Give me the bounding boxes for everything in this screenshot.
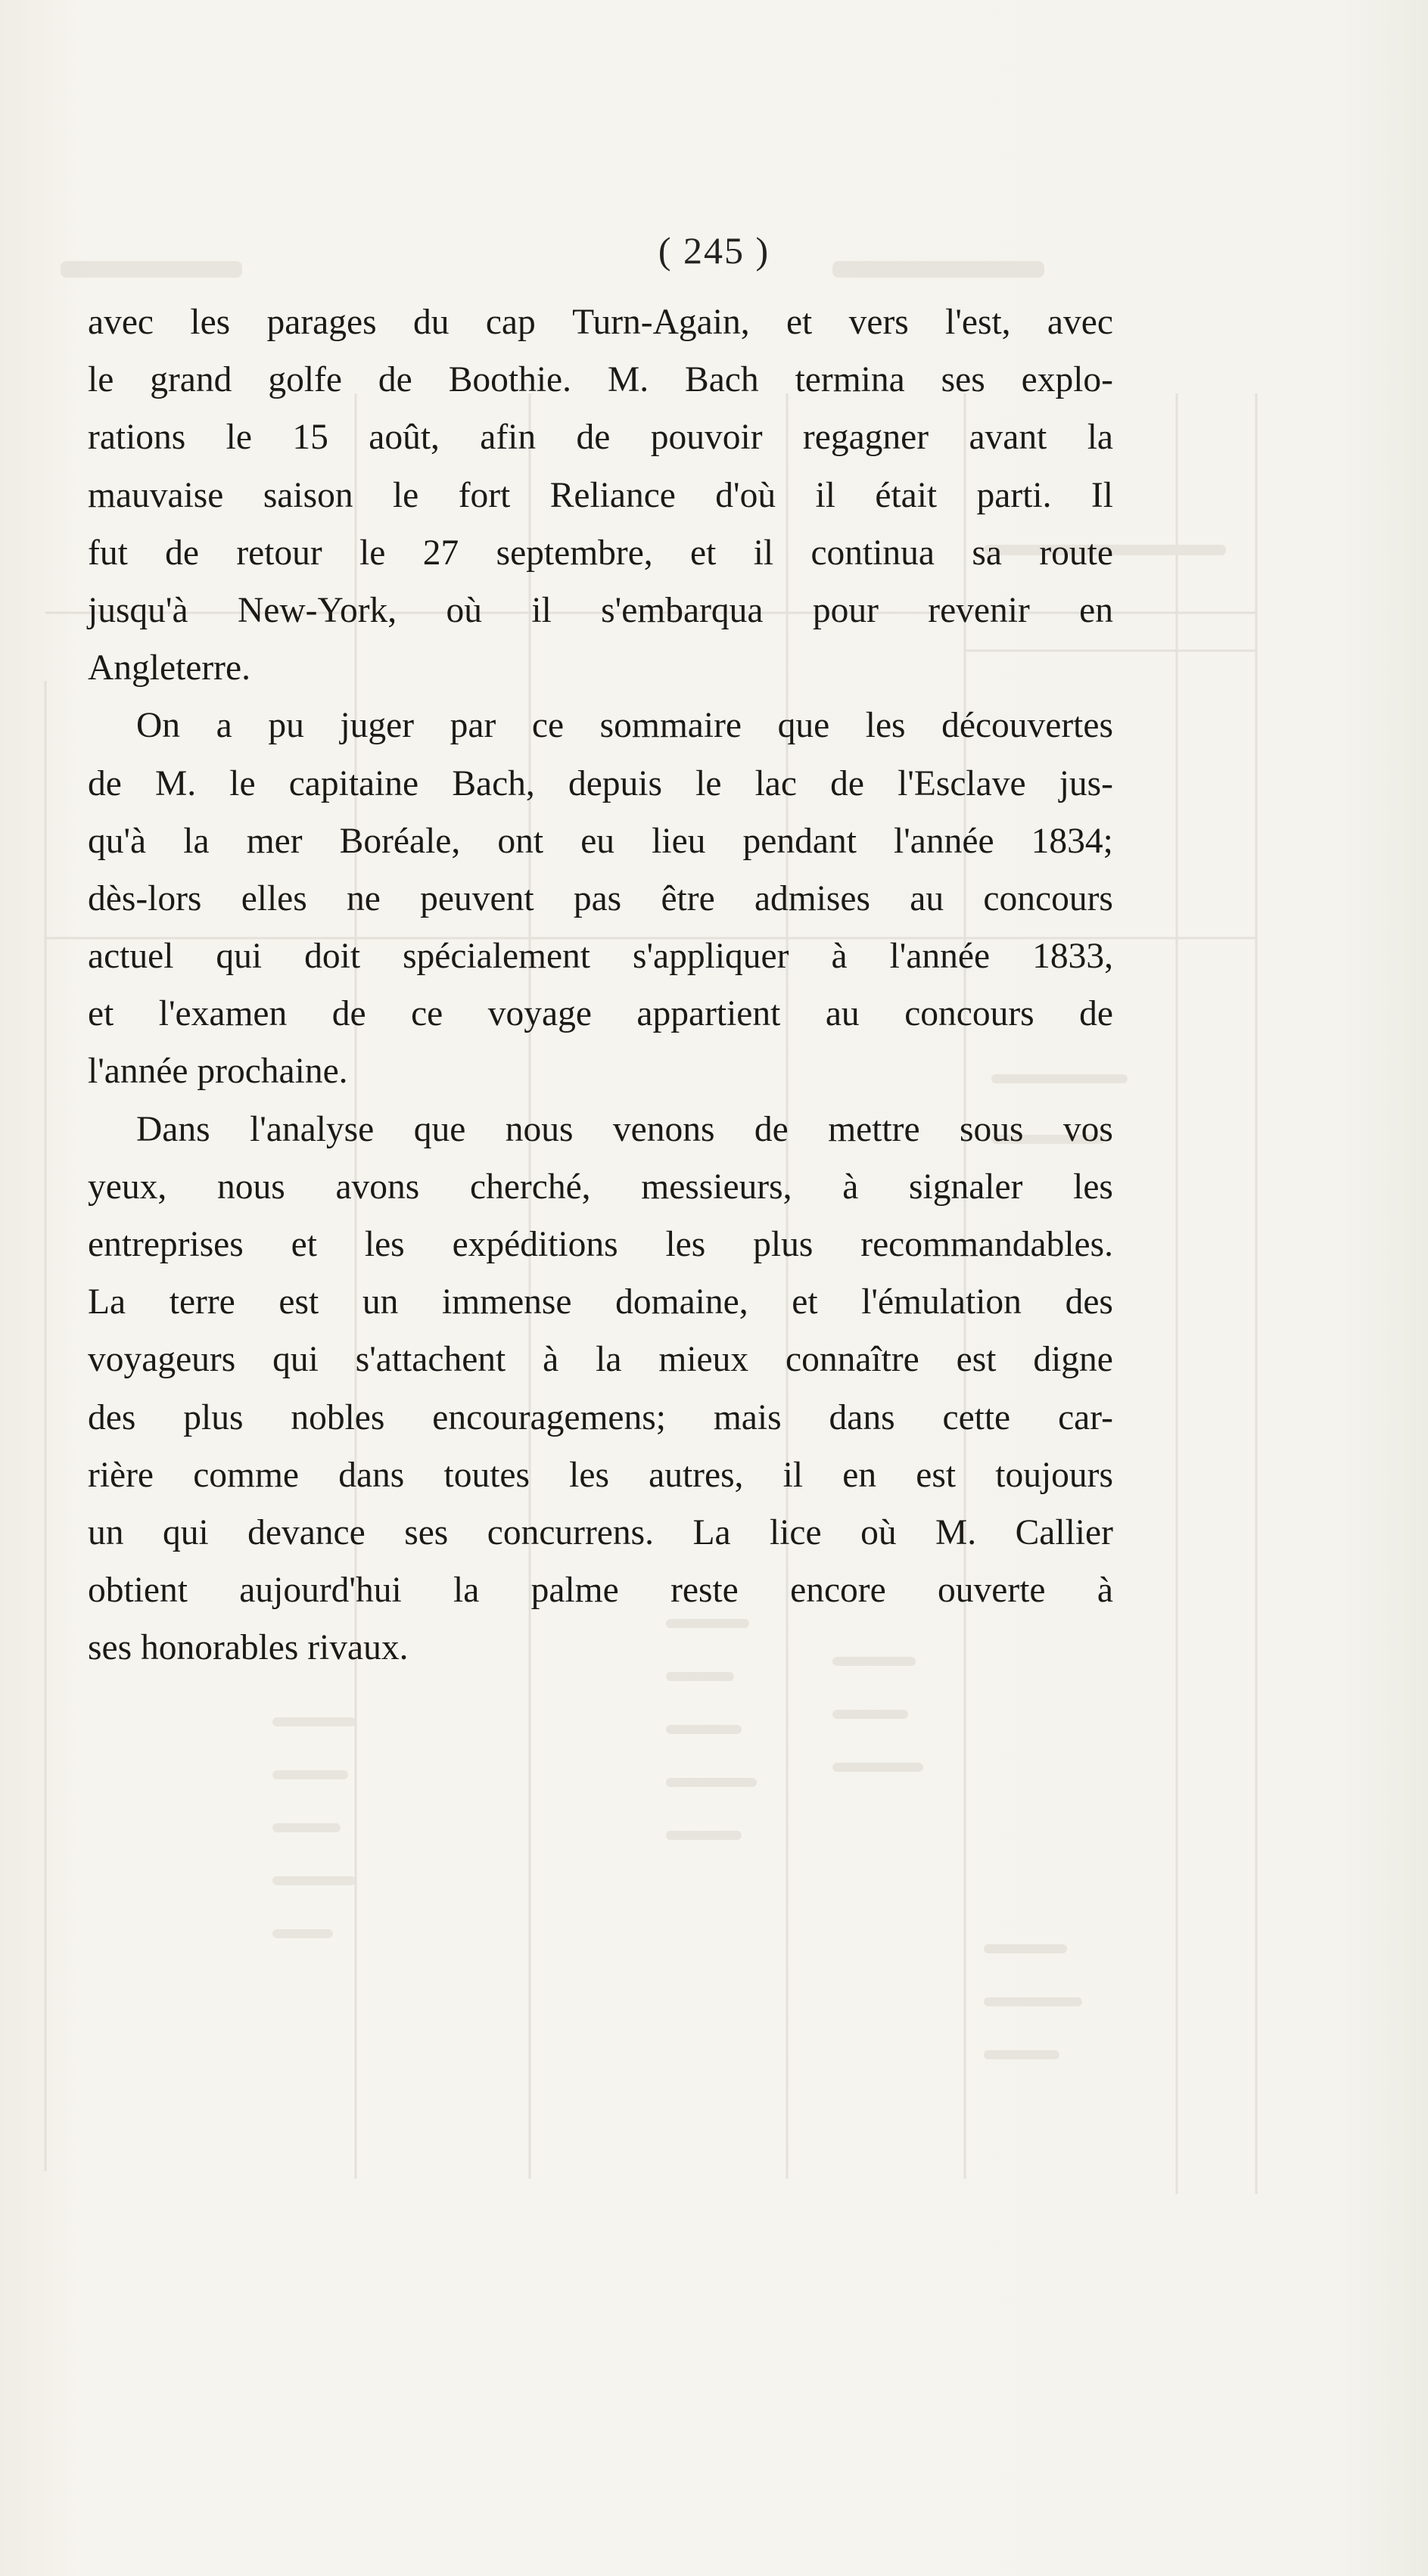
word: le (695, 763, 722, 803)
word: qui (162, 1512, 209, 1552)
word: ont (497, 821, 544, 861)
word: rière (88, 1455, 154, 1495)
word: l'année (894, 821, 994, 861)
word: a (216, 706, 232, 746)
word: ce (411, 994, 443, 1034)
word: mieux (658, 1340, 749, 1380)
word: de (754, 1109, 789, 1149)
word: Callier (1015, 1512, 1113, 1552)
word: elles (241, 878, 307, 918)
word: On (136, 706, 181, 746)
text-line (88, 351, 1113, 409)
text-line (88, 928, 1113, 985)
word: ne (347, 878, 381, 918)
word: le (359, 533, 386, 573)
word: devance (247, 1512, 366, 1552)
word: était (875, 475, 938, 515)
word: vers (848, 303, 909, 342)
word: et (792, 1282, 818, 1322)
word: de (331, 994, 366, 1034)
word: fort (458, 475, 511, 515)
text-line (88, 1158, 1113, 1216)
text-line (88, 1101, 1113, 1158)
word: le (229, 763, 256, 803)
word: Bach, (452, 763, 535, 803)
word: ce (531, 706, 565, 746)
word: eu (580, 821, 615, 861)
word: continua (810, 533, 935, 573)
word: pu (268, 706, 304, 746)
word: rations (88, 418, 186, 458)
text-line (88, 1561, 1113, 1619)
word: de (576, 418, 611, 458)
word: yeux, (88, 1167, 167, 1207)
text-line (88, 1619, 1113, 1676)
word: est (956, 1340, 997, 1380)
word: domaine, (615, 1282, 748, 1322)
word: nobles (291, 1397, 385, 1437)
word: lice (770, 1512, 822, 1552)
word: par (450, 706, 496, 746)
word: regagner (802, 418, 929, 458)
word: M. (935, 1512, 977, 1552)
word: golfe (268, 360, 342, 400)
word: à (831, 937, 848, 977)
text-line (88, 582, 1113, 639)
word: à (1097, 1571, 1113, 1611)
word: afin (480, 418, 537, 458)
word: pas (573, 878, 622, 918)
text-line (88, 1273, 1113, 1331)
word: concurrens. (487, 1512, 654, 1552)
word: l'année (88, 1052, 188, 1092)
word: expéditions (452, 1225, 618, 1264)
word: septembre, (496, 533, 653, 573)
word: et (291, 1225, 317, 1264)
word: sous (959, 1109, 1024, 1149)
word: Turn-Again, (572, 303, 750, 342)
text-line (88, 1331, 1113, 1388)
word: concours (983, 878, 1113, 918)
word: il (531, 590, 552, 630)
word: qu'à (88, 821, 147, 861)
word: la (453, 1571, 480, 1611)
word: reste (670, 1571, 739, 1611)
word: autres, (649, 1455, 744, 1495)
word: car- (1058, 1397, 1113, 1437)
word: un (362, 1282, 399, 1322)
word: mauvaise (88, 475, 224, 515)
word: mais (713, 1397, 782, 1437)
word: palme (530, 1571, 619, 1611)
word: de (378, 360, 412, 400)
word: il (815, 475, 835, 515)
word: de (88, 763, 122, 803)
word: Angleterre. (88, 648, 250, 688)
word: août, (369, 418, 440, 458)
word: route (1039, 533, 1113, 573)
word: avons (335, 1167, 420, 1207)
word: lieu (652, 821, 706, 861)
text-line (88, 697, 1113, 754)
word: les (364, 1225, 405, 1264)
word: La (692, 1512, 731, 1552)
word: que (413, 1109, 466, 1149)
word: il (782, 1455, 804, 1495)
text-line (88, 1216, 1113, 1273)
word: messieurs, (641, 1167, 792, 1207)
word: la (1087, 418, 1113, 458)
word: recommandables. (860, 1225, 1113, 1264)
word: s'appliquer (633, 937, 789, 977)
word: sommaire (599, 706, 742, 746)
word: l'analyse (250, 1109, 375, 1149)
word: grand (150, 360, 232, 400)
word: qui (216, 937, 263, 977)
word: voyage (487, 994, 592, 1034)
word: la (183, 821, 210, 861)
body-text (88, 294, 1113, 1677)
word: avec (1047, 303, 1113, 342)
word: d'où (715, 475, 776, 515)
word: ses (404, 1512, 449, 1552)
word: s'embarqua (601, 590, 764, 630)
word: l'année (889, 937, 991, 977)
word: revenir (928, 590, 1030, 630)
text-line (88, 1043, 1113, 1100)
word: de (830, 763, 864, 803)
text-line (88, 755, 1113, 813)
word: avant (969, 418, 1047, 458)
word: immense (442, 1282, 572, 1322)
word: terre (169, 1282, 235, 1322)
word: pour (812, 590, 879, 630)
word: dans (829, 1397, 895, 1437)
word: plus (183, 1397, 244, 1437)
word: retour (236, 533, 322, 573)
word: New-York, (237, 590, 397, 630)
word: au (825, 994, 860, 1034)
word: ses (941, 360, 985, 400)
word: spécialement (403, 937, 590, 977)
word: et (690, 533, 717, 573)
word: explo- (1021, 360, 1113, 400)
word: depuis (568, 763, 662, 803)
word: Boothie. (448, 360, 571, 400)
word: 1834; (1031, 821, 1113, 861)
word: de (165, 533, 199, 573)
word: capitaine (288, 763, 419, 803)
word: doit (304, 937, 361, 977)
text-line (88, 467, 1113, 524)
word: 1833, (1032, 937, 1113, 977)
word: connaître (786, 1340, 919, 1380)
text-line (88, 985, 1113, 1043)
word: un (88, 1512, 124, 1552)
word: les (865, 706, 906, 746)
word: rivaux. (307, 1628, 409, 1668)
word: nous (505, 1109, 574, 1149)
word: 27 (422, 533, 459, 573)
word: en (842, 1455, 877, 1495)
word: plus (753, 1225, 814, 1264)
text-line (88, 409, 1113, 466)
word: Reliance (549, 475, 676, 515)
word: découvertes (941, 706, 1113, 746)
text-line (88, 639, 1113, 697)
word: digne (1033, 1340, 1113, 1380)
word: l'examen (158, 994, 288, 1034)
word: les (665, 1225, 706, 1264)
word: juger (340, 706, 415, 746)
word: les (569, 1455, 609, 1495)
word: les (190, 303, 231, 342)
word: en (1079, 590, 1113, 630)
word: Boréale, (339, 821, 461, 861)
word: nous (216, 1167, 285, 1207)
word: prochaine. (197, 1052, 348, 1092)
word: vos (1062, 1109, 1113, 1149)
word: entreprises (88, 1225, 244, 1264)
word: concours (904, 994, 1034, 1034)
word: l'émulation (861, 1282, 1022, 1322)
word: honorables (140, 1628, 299, 1668)
word: M. (155, 763, 197, 803)
word: est (916, 1455, 957, 1495)
word: mettre (828, 1109, 920, 1149)
word: toujours (995, 1455, 1113, 1495)
word: comme (193, 1455, 300, 1495)
word: le (88, 360, 114, 400)
word: toutes (443, 1455, 530, 1495)
word: dans (338, 1455, 405, 1495)
word: il (753, 533, 774, 573)
word: Bach (685, 360, 759, 400)
word: l'Esclave (898, 763, 1026, 803)
word: venons (612, 1109, 715, 1149)
word: termina (795, 360, 905, 400)
word: et (88, 994, 114, 1034)
word: est (278, 1282, 319, 1322)
word: Dans (136, 1109, 210, 1149)
word: appartient (636, 994, 781, 1034)
word: le (226, 418, 252, 458)
text-line (88, 1446, 1113, 1504)
text-line (88, 1389, 1113, 1446)
word: voyageurs (88, 1340, 236, 1380)
word: encore (790, 1571, 886, 1611)
word: signaler (909, 1167, 1023, 1207)
word: s'attachent (355, 1340, 506, 1380)
word: lac (754, 763, 797, 803)
word: obtient (88, 1571, 188, 1611)
word: des (1065, 1282, 1113, 1322)
word: 15 (292, 418, 328, 458)
word: La (88, 1282, 126, 1322)
word: parages (266, 303, 377, 342)
word: admises (754, 878, 870, 918)
page-number: ( 245 ) (658, 229, 770, 272)
word: dès-lors (88, 878, 202, 918)
word: ouverte (938, 1571, 1046, 1611)
word: l'est, (945, 303, 1011, 342)
text-line (88, 813, 1113, 870)
text-line (88, 524, 1113, 582)
word: actuel (88, 937, 174, 977)
word: des (88, 1397, 136, 1437)
word: et (786, 303, 813, 342)
word: jusqu'à (88, 590, 188, 630)
word: pendant (742, 821, 857, 861)
word: ses (88, 1628, 132, 1668)
word: où (446, 590, 483, 630)
word: que (777, 706, 830, 746)
word: de (1079, 994, 1113, 1034)
word: à (543, 1340, 559, 1380)
word: pouvoir (650, 418, 763, 458)
word: être (661, 878, 715, 918)
word: encouragemens; (432, 1397, 666, 1437)
text-line (88, 294, 1113, 351)
word: du (412, 303, 450, 342)
word: avec (88, 303, 154, 342)
word: qui (272, 1340, 319, 1380)
word: Il (1090, 475, 1113, 515)
word: cette (942, 1397, 1011, 1437)
word: M. (607, 360, 649, 400)
word: cherché, (470, 1167, 591, 1207)
text-line (88, 870, 1113, 928)
word: mer (246, 821, 303, 861)
word: où (860, 1512, 897, 1552)
word: saison (263, 475, 353, 515)
word: au (910, 878, 944, 918)
word: le (392, 475, 419, 515)
word: parti. (976, 475, 1052, 515)
word: sa (972, 533, 1002, 573)
word: les (1073, 1167, 1113, 1207)
word: cap (485, 303, 536, 342)
word: la (596, 1340, 622, 1380)
word: peuvent (420, 878, 534, 918)
text-line (88, 1504, 1113, 1561)
word: à (842, 1167, 859, 1207)
word: jus- (1059, 763, 1113, 803)
word: fut (88, 533, 128, 573)
word: aujourd'hui (239, 1571, 402, 1611)
